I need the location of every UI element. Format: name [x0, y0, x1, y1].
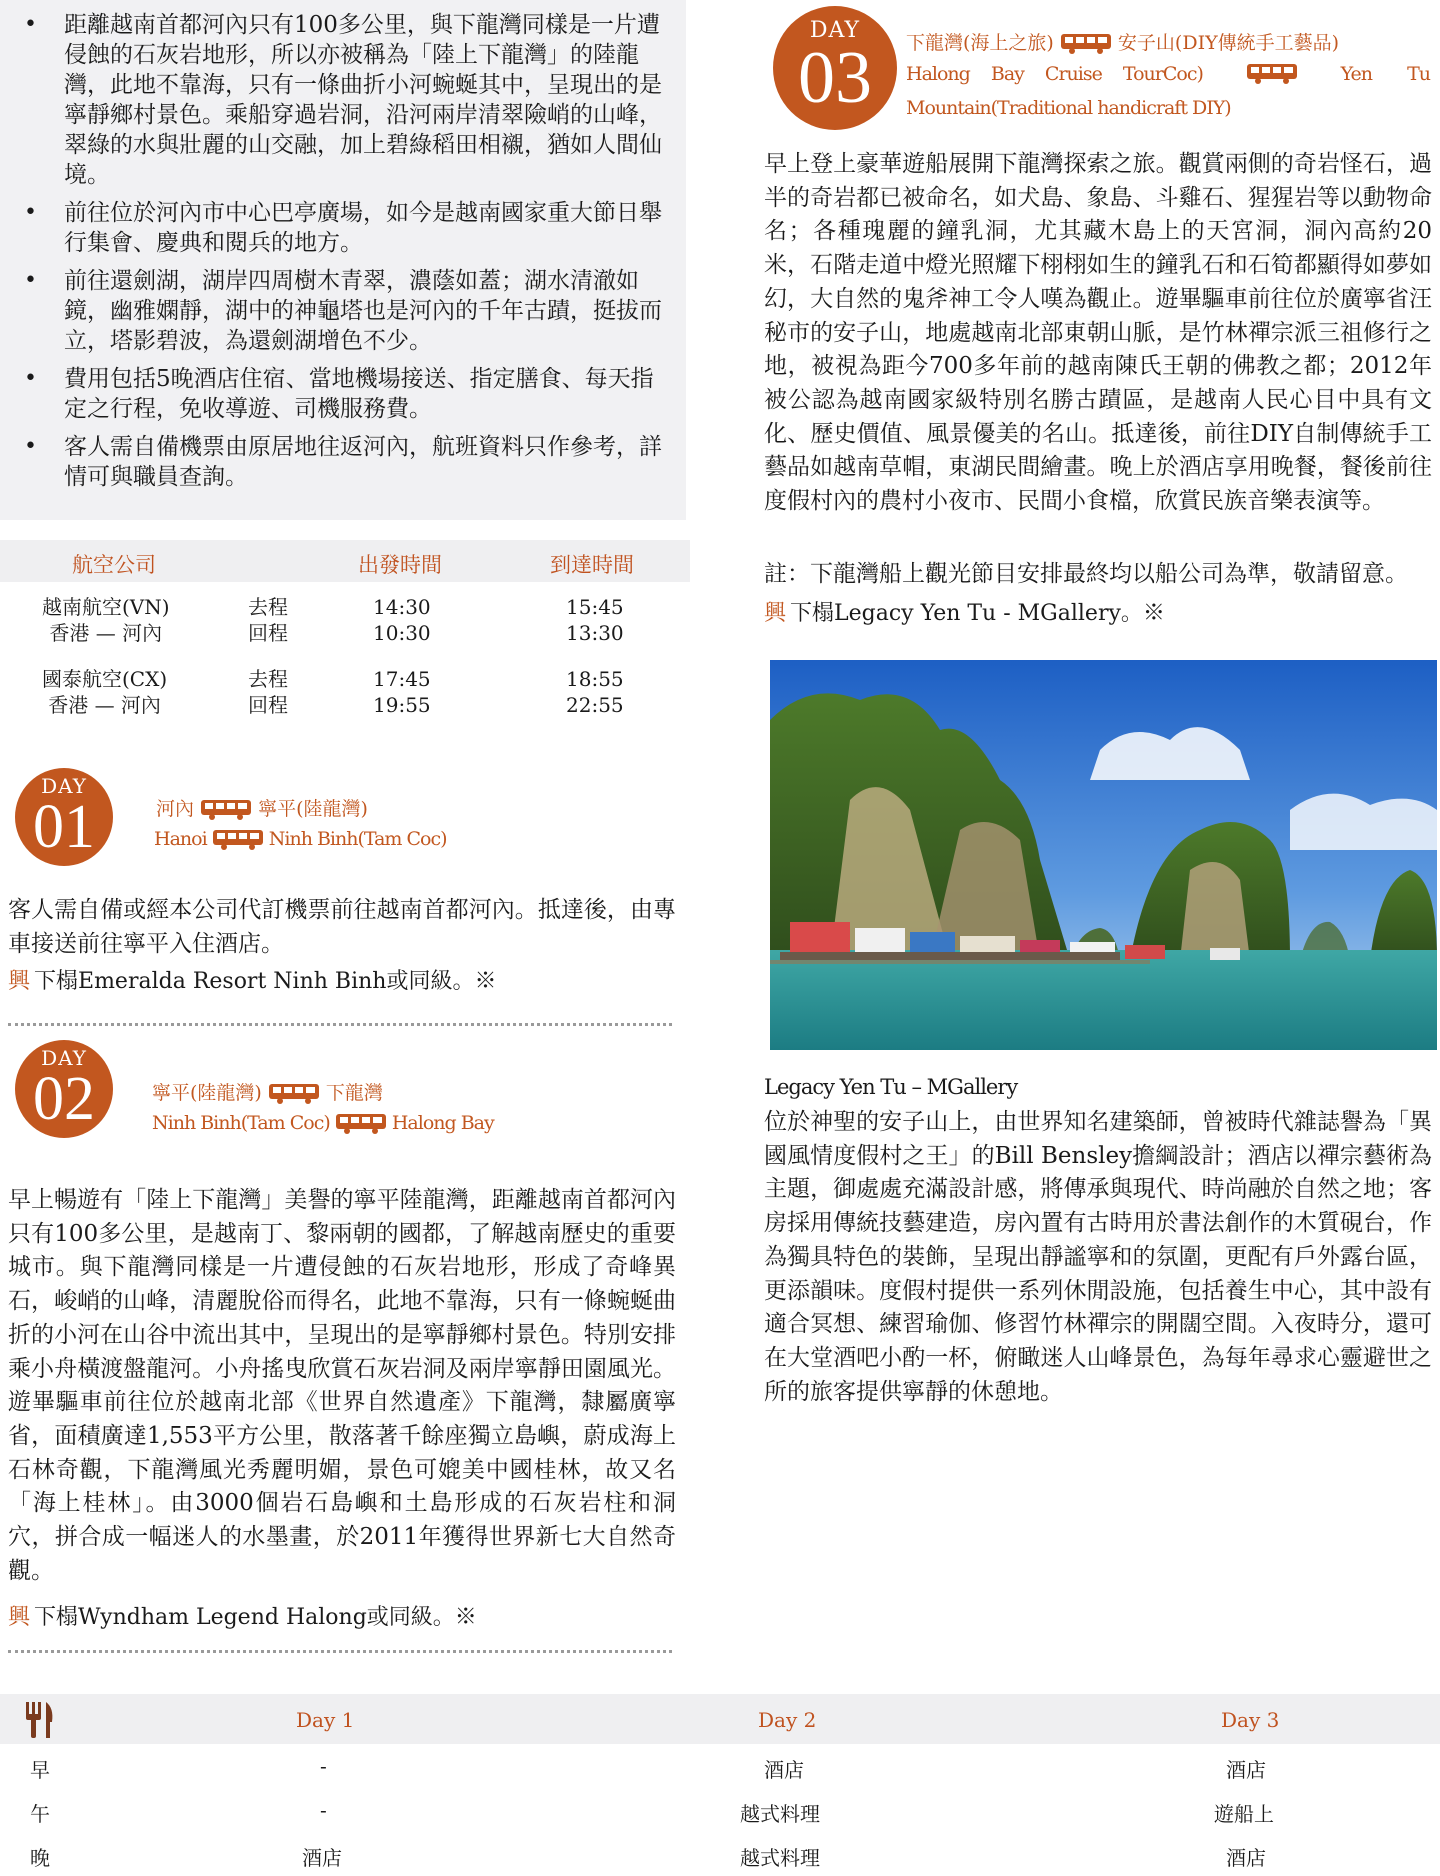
meal-day1: 酒店 [302, 1846, 342, 1870]
day2-route-en [152, 1112, 494, 1135]
table-row [0, 594, 690, 654]
meal-day3: 酒店 [1226, 1846, 1266, 1870]
flight-table-header [0, 540, 690, 582]
depart-cell: 14:30 10:30 [373, 595, 431, 645]
bus-icon [335, 1113, 387, 1135]
flight-table [0, 540, 690, 726]
meal-day1: - [320, 1798, 327, 1822]
day3-note: 註：下龍灣船上觀光節目安排最終均以船公司為準，敬請留意。 [764, 561, 1408, 587]
divider [8, 1650, 672, 1653]
table-row [0, 1832, 1440, 1876]
day-badge [773, 6, 897, 130]
route-to: Halong Bay [391, 1112, 494, 1134]
halong-bay-photo [770, 660, 1437, 1050]
day3-hotel [764, 596, 1165, 627]
day2-description: 早上暢遊有「陸上下龍灣」美譽的寧平陸龍灣，距離越南首都河內只有100多公里，是越南丁、黎兩朝的國都，了解越南歷史的重要城市。與下龍灣同樣是一片遭侵蝕的石灰岩地形，形成了奇峰異石，峻峭的山峰，清麗脫俗而得名，此地不靠海，只有一條蜿蜒曲折的小河在山谷中流出其中，呈現出的是寧靜鄉村景色。特別安排乘小舟橫渡盤龍河。小舟搖曳欣賞石灰岩洞及兩岸寧靜田園風光。遊畢驅車前往位於越南北部《世界自然遺產》下龍灣，隸屬廣寧省，面積廣達1,553平方公里，散落著千餘座獨立島嶼，蔚成海上石林奇觀，下龍灣風光秀麗明媚，景色可媲美中國桂林，故又名「海上桂林」。由3000個岩石島嶼和土島形成的石灰岩柱和洞穴，拼合成一幅迷人的水墨畫，於2011年獲得世界新七大自然奇觀。 [8, 1187, 676, 1584]
meal-label: 午 [30, 1802, 50, 1826]
header-day2: Day 2 [758, 1708, 817, 1732]
day3-route-en-line2: Mountain(Traditional handicraft DIY) [906, 97, 1231, 119]
route-from: Ninh Binh(Tam Coc) [152, 1112, 330, 1134]
meal-day3: 遊船上 [1214, 1802, 1274, 1826]
header-day1: Day 1 [296, 1708, 355, 1732]
depart-cell: 17:45 19:55 [373, 667, 431, 717]
day1-description: 客人需自備或經本公司代訂機票前往越南首都河內。抵達後，由專車接送前往寧平入住酒店。 [8, 897, 676, 957]
bus-icon [1246, 63, 1298, 85]
meal-label: 早 [30, 1758, 50, 1782]
route-from: 河內 [156, 798, 195, 820]
legacy-description: 位於神聖的安子山上，由世界知名建築師，曾被時代雜誌譽為「異國風情度假村之王」的Bill Bensley擔綱設計；酒店以禪宗藝術為主題，御處處充滿設計感，將傳承與現代、時尚融於自然之地；客房採用傳統技藝建造，房內置有古時用於書法創作的木質硯台，作為獨具特色的裝飾，呈現出靜謐寧和的氛圍，更配有戶外露台區，更添韻味。度假村提供一系列休閒設施，包括養生中心，其中設有適合冥想、練習瑜伽、修習竹林禪宗的開闊空間。入夜時分，還可在大堂酒吧小酌一杯，俯瞰迷人山峰景色，為每年尋求心靈避世之所的旅客提供寧靜的休憩地。 [764, 1109, 1432, 1405]
day1-route-cn [156, 794, 368, 821]
intro-bullet: • 距離越南首都河內只有100多公里，與下龍灣同樣是一片遭侵蝕的石灰岩地形，所以亦被稱為「陸上下龍灣」的陸龍灣，此地不靠海，只有一條曲折小河蜿蜒其中，呈現出的是寧靜鄉村景色。乘船穿過岩洞，沿河兩岸清翠險峭的山峰，翠綠的水與壯麗的山交融，加上碧綠稻田相襯，猶如人間仙境。 [14, 10, 666, 190]
route-to: 寧平(陸龍灣) [258, 798, 368, 820]
route-from: Hanoi [154, 828, 207, 850]
day-label: DAY [41, 774, 87, 798]
direction-cell: 去程 回程 [248, 667, 288, 717]
meal-day1: - [320, 1754, 327, 1778]
hotel-icon: 興 [8, 969, 31, 994]
arrive-cell: 18:55 22:55 [566, 667, 624, 717]
bus-icon [200, 799, 252, 821]
hotel-icon: 興 [8, 1605, 31, 1630]
hotel-icon: 興 [764, 601, 787, 626]
intro-bullet: • 前往還劍湖，湖岸四周樹木青翠，濃蔭如蓋；湖水清澈如鏡，幽雅嫻靜，湖中的神龜塔也是河內的千年古蹟，挺拔而立，塔影碧波，為還劍湖增色不少。 [14, 266, 666, 356]
hotel-text: 下榻Legacy Yen Tu - MGallery。※ [790, 601, 1165, 626]
meals-table [0, 1694, 1440, 1876]
day3-route-cn [906, 28, 1339, 55]
header-airline: 航空公司 [72, 553, 156, 577]
header-day3: Day 3 [1221, 1708, 1280, 1732]
day-number: 02 [33, 1065, 95, 1133]
bus-icon [212, 829, 264, 851]
route-from: 下龍灣(海上之旅) [906, 32, 1054, 54]
intro-bullet: • 費用包括5晚酒店住宿、當地機場接送、指定膳食、每天指定之行程，免收導遊、司機服務費。 [14, 364, 666, 424]
meal-day2: 越式料理 [740, 1846, 820, 1870]
airline-cell: 國泰航空(CX) 香港 — 河內 [42, 667, 168, 717]
table-row [0, 1744, 1440, 1788]
day3-description: 早上登上豪華遊船展開下龍灣探索之旅。觀賞兩側的奇岩怪石，過半的奇岩都已被命名，如犬島、象島、斗雞石、猩猩岩等以動物命名；各種瑰麗的鐘乳洞，尤其藏木島上的天宮洞，洞內高約20米，石階走道中燈光照耀下栩栩如生的鐘乳石和石筍都顯得如夢如幻，大自然的鬼斧神工令人嘆為觀止。遊畢驅車前往位於廣寧省汪秘市的安子山，地處越南北部東朝山脈，是竹林禪宗派三祖修行之地，被視為距今700多年前的越南陳氏王朝的佛教之都；2012年被公認為越南國家級特別名勝古蹟區，是越南人民心目中具有文化、歷史價值、風景優美的名山。抵達後，前往DIY自制傳統手工藝品如越南草帽，東湖民間繪畫。晚上於酒店享用晚餐，餐後前往度假村內的農村小夜市、民間小食檔，欣賞民族音樂表演等。 [764, 151, 1432, 515]
airline-cell: 越南航空(VN) 香港 — 河內 [42, 595, 170, 645]
meals-table-header [0, 1694, 1440, 1744]
header-depart: 出發時間 [358, 553, 442, 577]
day-label: DAY [41, 1046, 87, 1070]
route-to: 安子山(DIY傳統手工藝品) [1117, 32, 1340, 54]
route-to: Yen Tu [1340, 63, 1430, 85]
day1-route-en [154, 828, 447, 851]
direction-cell: 去程 回程 [248, 595, 288, 645]
intro-bullet: • 前往位於河內市中心巴亭廣場，如今是越南國家重大節日舉行集會、慶典和閱兵的地方。 [14, 198, 666, 258]
intro-list [14, 10, 666, 492]
table-row [0, 666, 690, 726]
legacy-title: Legacy Yen Tu – MGallery [764, 1075, 1018, 1099]
day-number: 03 [798, 37, 872, 119]
table-row [0, 1788, 1440, 1832]
intro-box [0, 0, 686, 520]
meal-label: 晚 [30, 1846, 50, 1870]
day-label: DAY [809, 18, 861, 43]
day2-hotel [8, 1600, 477, 1631]
meal-day2: 越式料理 [740, 1802, 820, 1826]
meal-day2: 酒店 [764, 1758, 804, 1782]
bus-icon [268, 1083, 320, 1105]
bus-icon [1060, 33, 1112, 55]
day-number: 01 [33, 793, 95, 861]
day3-route-en [906, 63, 1430, 85]
header-arrive: 到達時間 [550, 553, 634, 577]
route-from: Halong Bay Cruise TourCoc) [906, 63, 1203, 85]
meal-day3: 酒店 [1226, 1758, 1266, 1782]
route-from: 寧平(陸龍灣) [152, 1082, 262, 1104]
route-to: 下龍灣 [325, 1082, 383, 1104]
intro-bullet: • 客人需自備機票由原居地往返河內，航班資料只作參考，詳情可與職員查詢。 [14, 432, 666, 492]
hotel-text: 下榻Wyndham Legend Halong或同級。※ [34, 1605, 477, 1630]
day2-route-cn [152, 1078, 383, 1105]
cutlery-icon [22, 1700, 56, 1740]
arrive-cell: 15:45 13:30 [566, 595, 624, 645]
route-to: Ninh Binh(Tam Coc) [268, 828, 447, 850]
hotel-text: 下榻Emeralda Resort Ninh Binh或同級。※ [34, 969, 497, 994]
day-badge [15, 768, 113, 866]
divider [8, 1023, 672, 1026]
day-badge [15, 1040, 113, 1138]
day1-hotel [8, 964, 496, 995]
